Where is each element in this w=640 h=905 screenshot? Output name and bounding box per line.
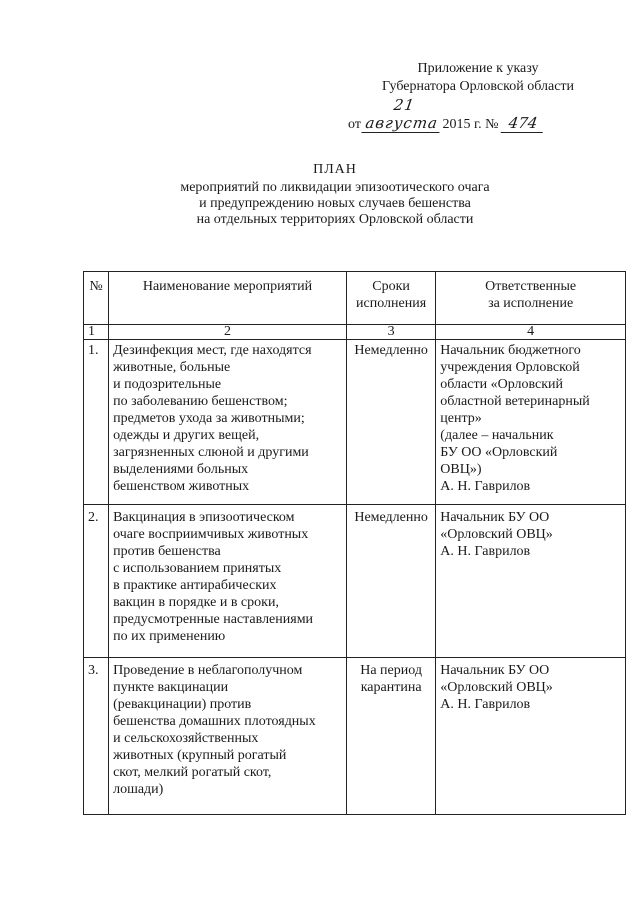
header-responsible: Ответственные за исполнение	[436, 272, 626, 325]
table-row	[84, 658, 626, 815]
row-responsible: Начальник БУ ОО «Орловский ОВЦ» А. Н. Гаврилов	[436, 505, 626, 658]
index-cell-3: 3	[346, 325, 435, 340]
header-num: №	[84, 272, 109, 325]
index-cell-4: 4	[436, 325, 626, 340]
appendix-line-2: Губернатора Орловской области	[381, 79, 575, 94]
from-label: от	[348, 117, 361, 132]
appendix-line-1: Приложение к указу	[417, 61, 539, 76]
index-cell-1: 1	[84, 325, 109, 340]
subtitle-line-2: и предупреждению новых случаев бешенства	[199, 196, 471, 211]
row-responsible: Начальник бюджетного учреждения Орловской области «Орловский областной ветеринарный центр» (далее – начальник БУ ОО «Орловский ОВЦ») А. Н. Гаврилов	[436, 340, 626, 505]
index-cell-2: 2	[109, 325, 347, 340]
subtitle-line-3: на отдельных территориях Орловской области	[196, 212, 474, 227]
handwritten-number: 474	[501, 114, 546, 133]
appendix-block	[348, 60, 608, 134]
appendix-line-3	[348, 96, 608, 134]
column-index-row	[84, 325, 626, 340]
row-responsible: Начальник БУ ОО «Орловский ОВЦ» А. Н. Гаврилов	[436, 658, 626, 815]
plan-table	[83, 271, 626, 815]
page-title: ПЛАН	[313, 162, 357, 177]
row-action: Проведение в неблагополучном пункте вакцинации (ревакцинации) против бешенства домашних плотоядных и сельскохозяйственных животных (крупный рогатый скот, мелкий рогатый скот, лошади)	[109, 658, 347, 815]
handwritten-date: 21 августа	[362, 96, 445, 133]
row-term: Немедленно	[346, 505, 435, 658]
year-text: 2015 г. №	[442, 117, 499, 132]
row-action: Дезинфекция мест, где находятся животные, больные и подозрительные по заболеванию бешенством; предметов ухода за животными; одежды и других вещей, загрязненных слюной и другими выделениями больных бешенством животных	[109, 340, 347, 505]
table-header-row	[84, 272, 626, 325]
row-term: Немедленно	[346, 340, 435, 505]
row-term: На период карантина	[346, 658, 435, 815]
row-number: 1.	[84, 340, 109, 505]
table-row	[84, 505, 626, 658]
row-number: 3.	[84, 658, 109, 815]
table-row	[84, 340, 626, 505]
header-term: Сроки исполнения	[346, 272, 435, 325]
row-number: 2.	[84, 505, 109, 658]
document-heading	[100, 162, 570, 228]
subtitle-line-1: мероприятий по ликвидации эпизоотического очага	[180, 180, 490, 195]
row-action: Вакцинация в эпизоотическом очаге восприимчивых животных против бешенства с использованием принятых в практике антирабических вакцин в порядке и в сроки, предусмотренные наставлениями по их применению	[109, 505, 347, 658]
header-action: Наименование мероприятий	[109, 272, 347, 325]
